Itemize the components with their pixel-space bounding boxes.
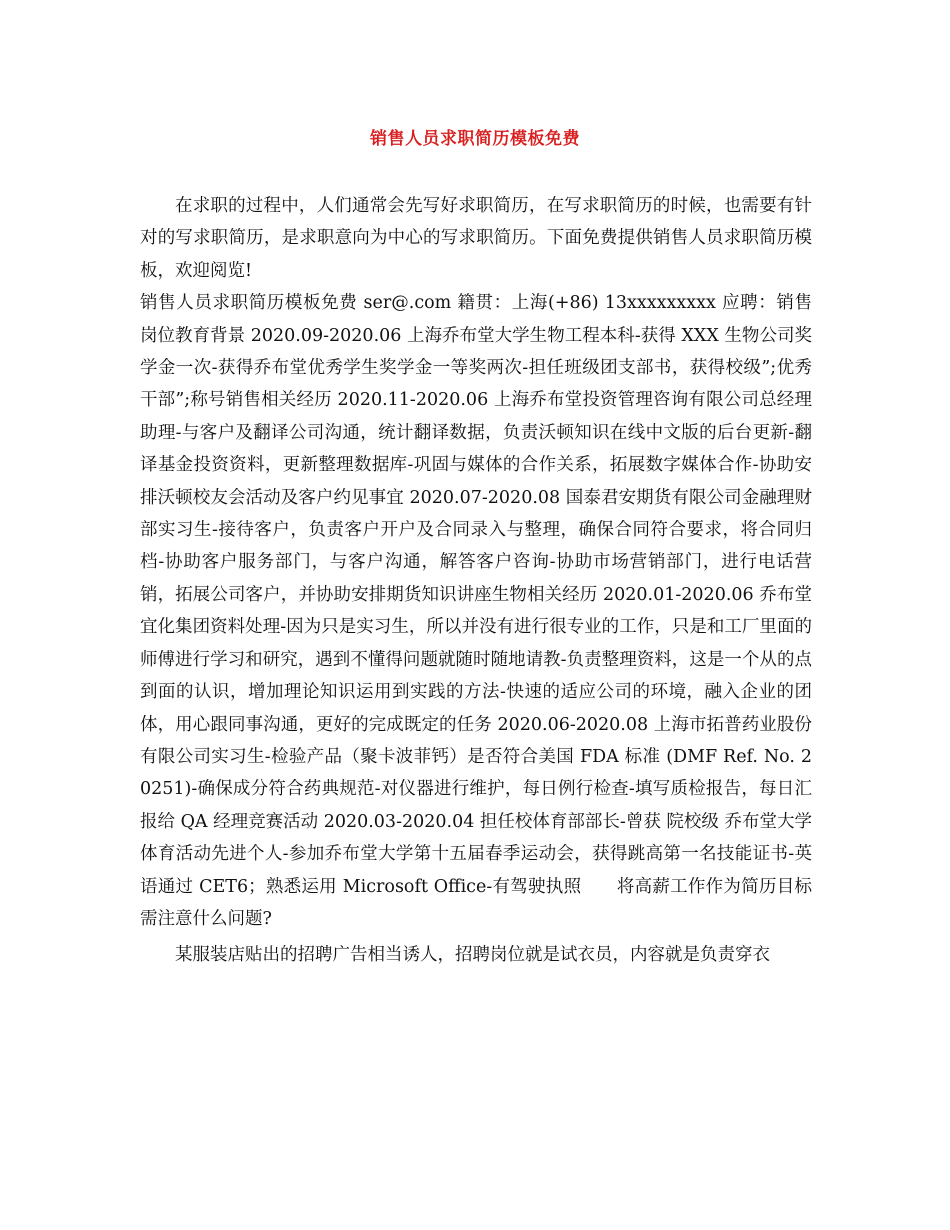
document-title: 销售人员求职简历模板免费: [370, 129, 580, 149]
closing-paragraph: 某服装店贴出的招聘广告相当诱人，招聘岗位就是试衣员，内容就是负责穿衣: [175, 945, 770, 966]
document-body: [140, 190, 812, 972]
resume-paragraph: 销售人员求职简历模板免费 ser@.com 籍贯：上海(+86) 13xxxxxxxxx 应聘：销售岗位教育背景 2020.09-2020.06 上海乔布堂大学生物工程本科-获得 XXX 生物公司奖学金一次-获得乔布堂优秀学生奖学金一等奖两次-担任班级团支部书，获得校级”;优秀干部”;称号销售相关经历 2020.11-2020.06 上海乔布堂投资管理咨询有限公司总经理助理-与客户及翻译公司沟通，统计翻译数据，负责沃顿知识在线中文版的后台更新-翻译基金投资资料，更新整理数据库-巩固与媒体的合作关系，拓展数字媒体合作-协助安排沃顿校友会活动及客户约见事宜 2020.07-2020.08 国泰君安期货有限公司金融理财部实习生-接待客户，负责客户开户及合同录入与整理，确保合同符合要求，将合同归档-协助客户服务部门，与客户沟通，解答客户咨询-协助市场营销部门，进行电话营销，拓展公司客户，并协助安排期货知识讲座生物相关经历 2020.01-2020.06 乔布堂宜化集团资料处理-因为只是实习生，所以并没有进行很专业的工作，只是和工厂里面的师傅进行学习和研究，遇到不懂得问题就随时随地请教-负责整理资料，这是一个从的点到面的认识，增加理论知识运用到实践的方法-快速的适应公司的环境，融入企业的团体，用心跟同事沟通，更好的完成既定的任务 2020.06-2020.08 上海市拓普药业股份有限公司实习生-检验产品（聚卡波菲钙）是否符合美国 FDA 标准 (DMF Ref. No. 20251)-确保成分符合药典规范-对仪器进行维护，每日例行检查-填写质检报告，每日汇报给 QA 经理竞赛活动 2020.03-2020.04 担任校体育部部长-曾获 院校级 乔布堂大学体育活动先进个人-参加乔布堂大学第十五届春季运动会，获得跳高第一名技能证书-英语通过 CET6；熟悉运用 Microsoft Office-有驾驶执照 将高薪工作作为简历目标需注意什么问题?: [140, 293, 812, 929]
intro-paragraph: 在求职的过程中，人们通常会先写好求职简历，在写求职简历的时候，也需要有针对的写求职简历，是求职意向为中心的写求职简历。下面免费提供销售人员求职简历模板，欢迎阅览!: [140, 196, 812, 281]
